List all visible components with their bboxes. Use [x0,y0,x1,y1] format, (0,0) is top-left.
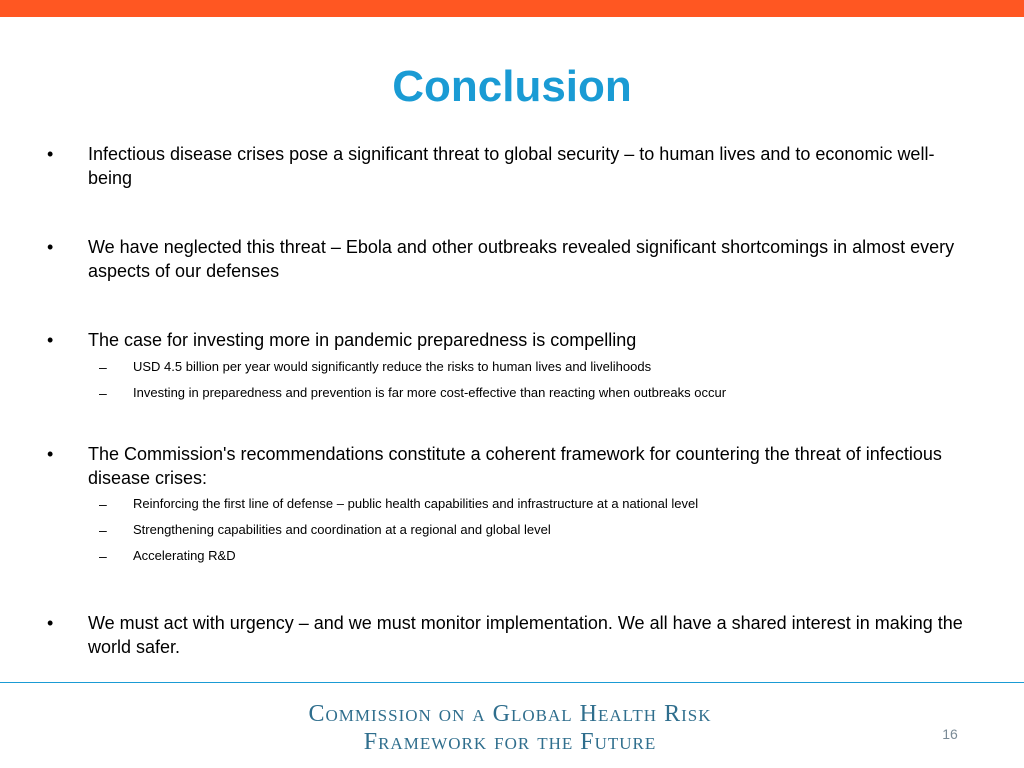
footer-framework-name: Framework for the Future [363,729,657,755]
sub-bullet-text: Strengthening capabilities and coordination at a regional and global level [133,522,551,537]
bullet-text: The Commission's recommendations constitute a coherent framework for countering the threat of infectious disease crises: [88,444,942,488]
bullet-text: We must act with urgency – and we must monitor implementation. We all have a shared interest in making the world safer. [88,613,963,657]
sub-bullet-text: Investing in preparedness and prevention is far more cost-effective than reacting when outbreaks occur [133,385,727,400]
bullet-marker: • [47,237,54,257]
bullet-text: We have neglected this threat – Ebola and other outbreaks revealed significant shortcomings in almost every aspects of our defenses [88,237,955,281]
sub-bullet-marker: – [99,385,107,401]
sub-bullet-text: Accelerating R&D [133,548,236,563]
sub-bullet-text: Reinforcing the first line of defense – public health capabilities and infrastructure at a national level [133,496,699,511]
bullet-marker: • [47,613,54,633]
bullet-marker: • [47,330,54,350]
sub-bullet-marker: – [99,359,107,375]
page-number: 16 [942,726,958,742]
bullet-marker: • [47,444,54,464]
bullet-marker: • [47,144,54,164]
footer-divider [0,682,1024,683]
slide-title: Conclusion [392,62,632,111]
bullet-text: The case for investing more in pandemic preparedness is compelling [88,330,637,350]
sub-bullet-marker: – [99,548,107,564]
sub-bullet-marker: – [99,522,107,538]
sub-bullet-marker: – [99,496,107,512]
bullet-text: Infectious disease crises pose a significant threat to global security – to human lives and to economic well-being [88,144,935,188]
footer-commission-name: Commission on a Global Health Risk [308,701,712,727]
top-accent-bar [0,0,1024,17]
sub-bullet-text: USD 4.5 billion per year would significantly reduce the risks to human lives and livelihoods [133,359,652,374]
